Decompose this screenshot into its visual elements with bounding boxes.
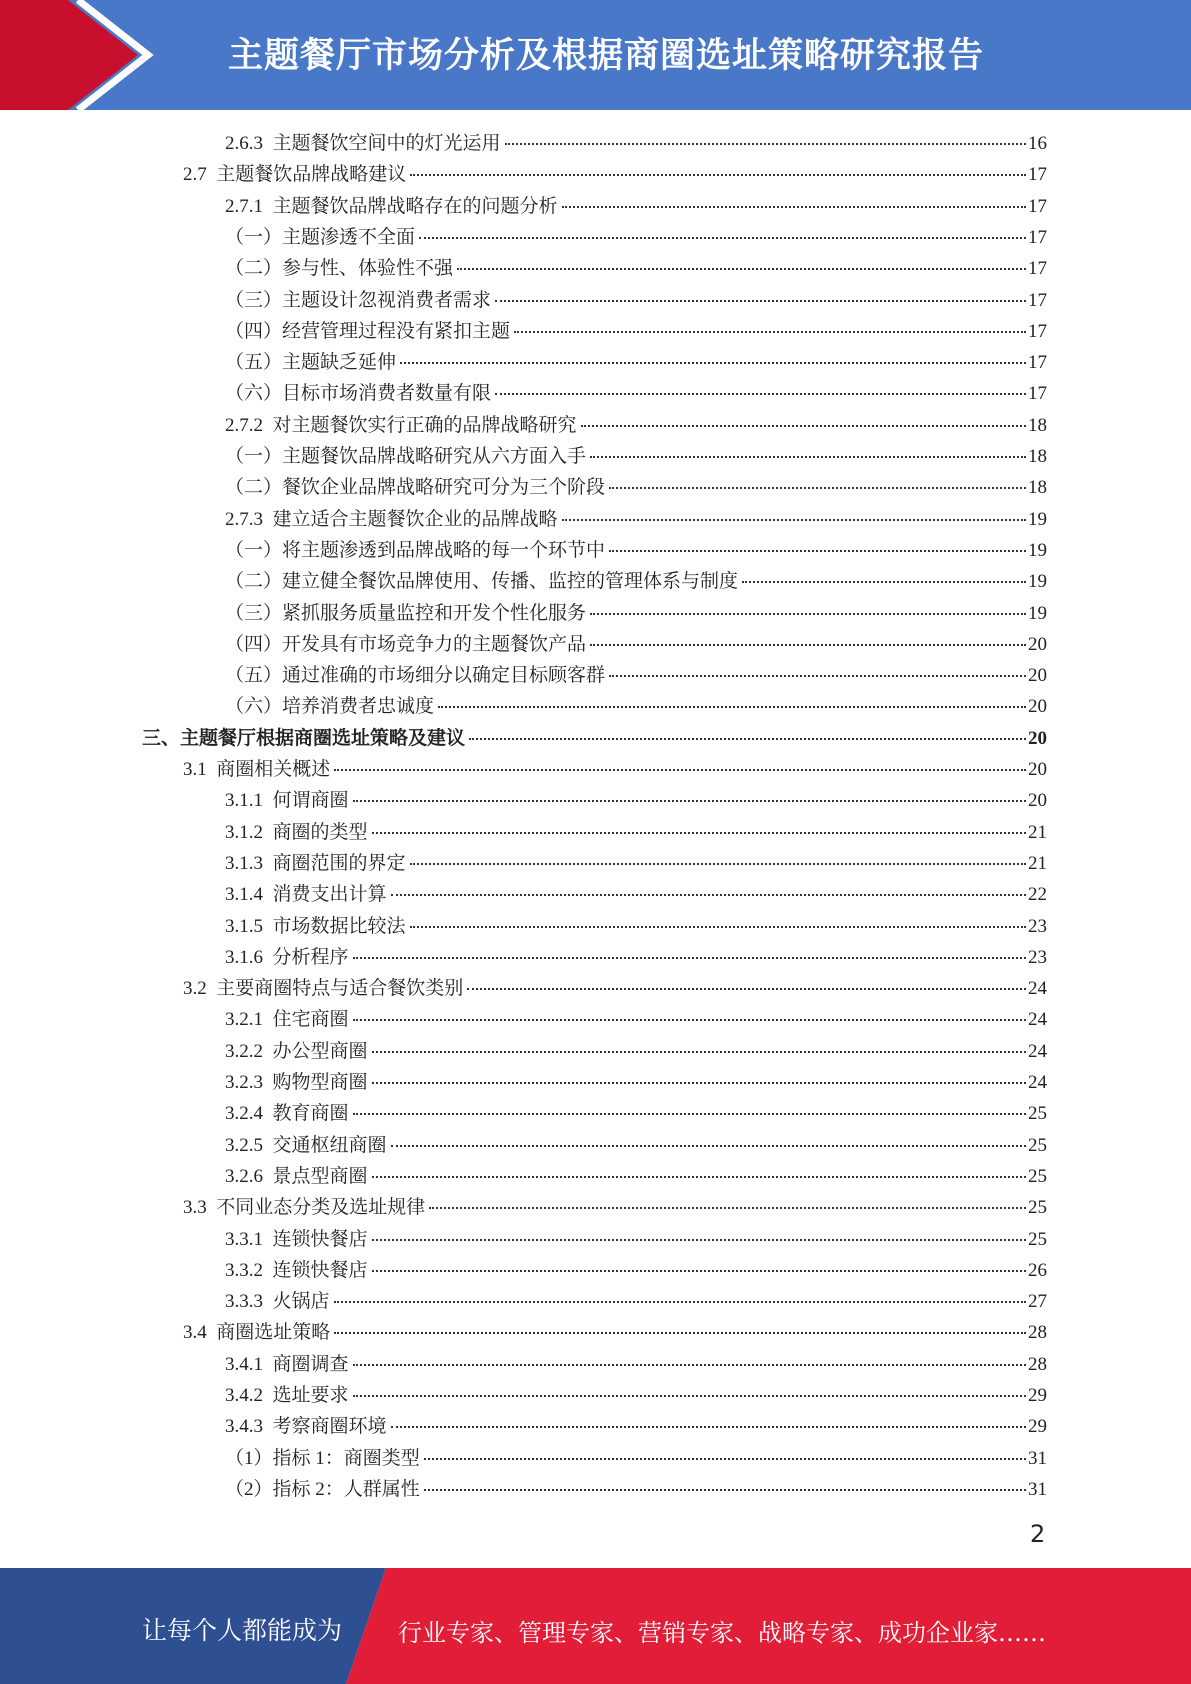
toc-entry[interactable] xyxy=(225,942,1047,972)
toc-entry-page: 21 xyxy=(1028,821,1047,843)
toc-entry-page: 23 xyxy=(1028,946,1047,968)
toc-entry[interactable] xyxy=(225,504,1047,534)
toc-dot-leader xyxy=(438,706,1026,708)
toc-dot-leader xyxy=(353,800,1026,802)
toc-spacer xyxy=(263,1103,273,1125)
toc-spacer xyxy=(263,1260,273,1282)
toc-entry-page: 18 xyxy=(1028,477,1047,499)
toc-entry[interactable] xyxy=(225,879,1047,909)
toc-entry-title: 指标 2：人群属性 xyxy=(272,1478,420,1500)
toc-entry-title: 将主题渗透到品牌战略的每一个环节中 xyxy=(282,539,606,561)
toc-entry-number: （三） xyxy=(225,289,283,311)
toc-entry[interactable] xyxy=(225,848,1047,878)
toc-dot-leader xyxy=(400,362,1026,364)
toc-dot-leader xyxy=(429,1207,1026,1209)
toc-dot-leader xyxy=(495,300,1026,302)
toc-entry[interactable] xyxy=(225,1474,1047,1504)
toc-entry[interactable] xyxy=(142,723,1047,753)
toc-entry-title: 办公型商圈 xyxy=(272,1040,368,1062)
toc-entry[interactable] xyxy=(225,128,1047,158)
toc-entry-number: 3.1 xyxy=(183,759,207,780)
toc-entry[interactable] xyxy=(225,1224,1047,1254)
toc-entry-title: 购物型商圈 xyxy=(272,1072,368,1093)
toc-entry-page: 20 xyxy=(1028,727,1047,749)
toc-entry-number: 3.2.3 xyxy=(225,1072,263,1093)
toc-entry[interactable] xyxy=(225,285,1047,315)
footer-slogan-left: 让每个人都能成为 xyxy=(142,1616,343,1645)
toc-entry-number: 3.3.3 xyxy=(225,1291,263,1313)
toc-entry-number: 3.2.1 xyxy=(225,1009,263,1031)
toc-dot-leader xyxy=(590,644,1026,646)
toc-entry-number: 3.4 xyxy=(183,1322,207,1344)
toc-dot-leader xyxy=(353,1113,1026,1115)
toc-entry-page: 17 xyxy=(1028,320,1047,342)
toc-dot-leader xyxy=(609,550,1026,552)
toc-spacer xyxy=(207,1197,217,1219)
toc-dot-leader xyxy=(353,957,1026,959)
toc-entry-number: （三） xyxy=(225,602,283,624)
toc-entry[interactable] xyxy=(225,1067,1047,1097)
toc-entry-title: 对主题餐饮实行正确的品牌战略研究 xyxy=(272,414,577,436)
toc-spacer xyxy=(263,509,273,531)
toc-entry-page: 27 xyxy=(1028,1291,1047,1313)
toc-entry[interactable] xyxy=(225,222,1047,252)
toc-entry[interactable] xyxy=(183,754,1047,784)
toc-entry-number: （一） xyxy=(225,539,283,561)
toc-dot-leader xyxy=(590,613,1026,615)
toc-entry-title: 消费支出计算 xyxy=(272,884,387,906)
toc-entry-page: 29 xyxy=(1028,1385,1047,1406)
toc-entry-page: 18 xyxy=(1028,414,1047,436)
toc-dot-leader xyxy=(372,1239,1026,1241)
toc-entry-number: （2） xyxy=(225,1478,273,1500)
toc-entry-page: 24 xyxy=(1028,1072,1047,1093)
toc-entry-number: （六） xyxy=(225,696,283,718)
toc-entry[interactable] xyxy=(225,191,1047,221)
toc-entry-number: （1） xyxy=(225,1447,273,1469)
toc-entry-title: 餐饮企业品牌战略研究可分为三个阶段 xyxy=(282,477,606,499)
toc-entry[interactable] xyxy=(225,410,1047,440)
toc-dot-leader xyxy=(334,1332,1026,1334)
toc-entry-page: 31 xyxy=(1028,1478,1047,1500)
toc-entry[interactable] xyxy=(225,1380,1047,1410)
toc-entry-page: 29 xyxy=(1028,1416,1047,1438)
toc-entry-page: 21 xyxy=(1028,852,1047,874)
toc-spacer xyxy=(207,1322,217,1344)
toc-spacer xyxy=(263,1009,273,1031)
toc-dot-leader xyxy=(353,1019,1026,1021)
toc-entry-title: 主题餐饮空间中的灯光运用 xyxy=(272,133,501,154)
toc-entry-number: 2.7.2 xyxy=(225,414,263,436)
toc-entry-title: 何谓商圈 xyxy=(272,790,349,812)
toc-entry-page: 18 xyxy=(1028,446,1047,467)
toc-dot-leader xyxy=(372,1082,1026,1084)
toc-entry[interactable] xyxy=(225,1098,1047,1128)
toc-entry-page: 20 xyxy=(1028,759,1047,780)
toc-entry-page: 17 xyxy=(1028,164,1047,186)
toc-entry-page: 24 xyxy=(1028,978,1047,1000)
toc-entry[interactable] xyxy=(225,817,1047,847)
toc-entry[interactable] xyxy=(225,378,1047,408)
footer-slogan-right: 行业专家、管理专家、营销专家、战略专家、成功企业家…… xyxy=(398,1619,1046,1647)
toc-entry-number: 3.3.1 xyxy=(225,1228,263,1250)
toc-entry-page: 17 xyxy=(1028,226,1047,248)
toc-entry-title: 主题设计忽视消费者需求 xyxy=(282,289,492,311)
toc-entry[interactable] xyxy=(225,1255,1047,1285)
toc-entry-number: 3.2 xyxy=(183,978,207,1000)
toc-dot-leader xyxy=(424,1458,1026,1460)
toc-entry-title: 建立适合主题餐饮企业的品牌战略 xyxy=(272,508,558,530)
toc-entry[interactable] xyxy=(225,441,1047,471)
toc-entry-title: 商圈范围的界定 xyxy=(272,852,406,874)
toc-entry-title: 目标市场消费者数量有限 xyxy=(282,383,492,405)
toc-spacer xyxy=(263,196,273,218)
toc-entry-number: 3.2.5 xyxy=(225,1134,263,1156)
toc-entry-number: 2.6.3 xyxy=(225,133,263,154)
toc-entry-number: （一） xyxy=(225,226,283,248)
toc-entry-number: 三、 xyxy=(142,727,181,749)
toc-entry[interactable] xyxy=(225,629,1047,659)
toc-dot-leader xyxy=(372,1270,1026,1272)
toc-entry-page: 28 xyxy=(1028,1322,1047,1344)
toc-entry-number: （四） xyxy=(225,633,283,655)
page-number: 2 xyxy=(1030,1520,1046,1548)
toc-entry-number: （一） xyxy=(225,446,283,467)
toc-entry-title: 商圈调查 xyxy=(272,1353,349,1375)
toc-entry-number: 2.7 xyxy=(183,164,207,186)
toc-dot-leader xyxy=(514,331,1026,333)
toc-spacer xyxy=(263,822,273,844)
toc-entry-title: 经营管理过程没有紧扣主题 xyxy=(282,320,511,342)
toc-entry-title: 选址要求 xyxy=(272,1385,349,1406)
toc-entry-page: 17 xyxy=(1028,195,1047,217)
toc-entry-title: 市场数据比较法 xyxy=(272,915,406,937)
toc-entry[interactable] xyxy=(225,347,1047,377)
toc-entry[interactable] xyxy=(225,1286,1047,1316)
toc-entry-number: （二） xyxy=(225,258,283,280)
toc-entry-title: 商圈的类型 xyxy=(272,821,368,843)
toc-entry-title: 火锅店 xyxy=(272,1291,330,1313)
toc-entry-number: 3.1.6 xyxy=(225,946,263,968)
toc-spacer xyxy=(263,1385,273,1407)
toc-entry[interactable] xyxy=(225,1036,1047,1066)
toc-entry-page: 19 xyxy=(1028,602,1047,624)
toc-entry-number: 3.1.2 xyxy=(225,821,263,843)
toc-entry-number: 3.1.4 xyxy=(225,884,263,906)
toc-spacer xyxy=(207,164,217,186)
toc-spacer xyxy=(263,1041,273,1063)
toc-entry-title: 主题餐饮品牌战略研究从六方面入手 xyxy=(282,446,587,467)
toc-entry-title: 主要商圈特点与适合餐饮类别 xyxy=(216,978,464,1000)
toc-entry-title: 连锁快餐店 xyxy=(272,1259,368,1281)
toc-entry-title: 商圈选址策略 xyxy=(216,1322,331,1344)
toc-spacer xyxy=(263,790,273,812)
toc-entry-number: 2.7.3 xyxy=(225,508,263,530)
toc-spacer xyxy=(263,1291,273,1313)
document-title: 主题餐厅市场分析及根据商圈选址策略研究报告 xyxy=(228,36,985,76)
toc-spacer xyxy=(263,1135,273,1157)
page-header xyxy=(0,0,1191,110)
toc-entry-title: 通过准确的市场细分以确定目标顾客群 xyxy=(282,665,606,687)
toc-entry-page: 25 xyxy=(1028,1228,1047,1250)
toc-dot-leader xyxy=(581,425,1026,427)
toc-entry-title: 主题渗透不全面 xyxy=(282,226,416,248)
toc-entry[interactable] xyxy=(225,1349,1047,1379)
toc-entry[interactable] xyxy=(225,1004,1047,1034)
toc-entry[interactable] xyxy=(225,660,1047,690)
toc-entry[interactable] xyxy=(183,973,1047,1003)
toc-entry-title: 开发具有市场竞争力的主题餐饮产品 xyxy=(282,633,587,655)
toc-entry-page: 17 xyxy=(1028,258,1047,280)
toc-entry-page: 26 xyxy=(1028,1259,1047,1281)
toc-entry[interactable] xyxy=(225,316,1047,346)
toc-entry-number: 3.1.5 xyxy=(225,915,263,937)
toc-entry-title: 分析程序 xyxy=(272,946,349,968)
toc-spacer xyxy=(263,1166,273,1188)
toc-dot-leader xyxy=(372,1051,1026,1053)
toc-spacer xyxy=(263,1354,273,1376)
toc-entry-page: 19 xyxy=(1028,508,1047,530)
toc-dot-leader xyxy=(419,237,1026,239)
toc-dot-leader xyxy=(391,1145,1026,1147)
toc-entry-title: 建立健全餐饮品牌使用、传播、监控的管理体系与制度 xyxy=(282,571,739,593)
toc-entry-title: 指标 1：商圈类型 xyxy=(272,1447,420,1469)
toc-entry-number: （六） xyxy=(225,383,283,405)
toc-spacer xyxy=(263,916,273,938)
toc-dot-leader xyxy=(391,894,1026,896)
toc-spacer xyxy=(263,884,273,906)
toc-entry-number: 3.3 xyxy=(183,1197,207,1219)
toc-entry[interactable] xyxy=(225,1161,1047,1191)
toc-entry-page: 25 xyxy=(1028,1165,1047,1187)
toc-dot-leader xyxy=(505,143,1026,145)
toc-dot-leader xyxy=(410,863,1026,865)
toc-spacer xyxy=(207,978,217,1000)
toc-dot-leader xyxy=(457,268,1026,270)
toc-entry-number: 3.1.1 xyxy=(225,790,263,812)
toc-dot-leader xyxy=(410,174,1026,176)
toc-entry[interactable] xyxy=(225,598,1047,628)
toc-entry-title: 主题餐饮品牌战略存在的问题分析 xyxy=(272,195,558,217)
toc-dot-leader xyxy=(334,769,1026,771)
toc-entry-number: （五） xyxy=(225,665,283,687)
toc-dot-leader xyxy=(372,832,1026,834)
toc-entry-title: 住宅商圈 xyxy=(272,1009,349,1031)
toc-spacer xyxy=(207,759,217,781)
toc-entry-number: 3.4.2 xyxy=(225,1385,263,1406)
page-footer xyxy=(0,1568,1191,1684)
toc-entry-page: 19 xyxy=(1028,571,1047,593)
toc-dot-leader xyxy=(467,988,1026,990)
toc-entry-page: 17 xyxy=(1028,352,1047,374)
toc-entry-page: 20 xyxy=(1028,790,1047,812)
toc-entry[interactable] xyxy=(225,1130,1047,1160)
toc-entry-number: 3.4.3 xyxy=(225,1416,263,1438)
toc-spacer xyxy=(263,853,273,875)
toc-dot-leader xyxy=(353,1395,1026,1397)
toc-dot-leader xyxy=(410,926,1026,928)
toc-dot-leader xyxy=(609,675,1026,677)
toc-dot-leader xyxy=(353,1364,1026,1366)
toc-entry[interactable] xyxy=(225,785,1047,815)
toc-entry-title: 连锁快餐店 xyxy=(272,1228,368,1250)
toc-spacer xyxy=(263,133,273,155)
toc-entry-number: 3.3.2 xyxy=(225,1259,263,1281)
toc-entry-number: 2.7.1 xyxy=(225,195,263,217)
toc-dot-leader xyxy=(495,393,1026,395)
toc-entry-page: 20 xyxy=(1028,633,1047,655)
toc-entry-number: 3.2.2 xyxy=(225,1040,263,1062)
toc-entry-number: 3.4.1 xyxy=(225,1353,263,1375)
toc-entry-title: 主题餐厅根据商圈选址策略及建议 xyxy=(180,727,466,749)
toc-entry-page: 16 xyxy=(1028,133,1047,154)
toc-entry[interactable] xyxy=(225,691,1047,721)
toc-entry-title: 主题缺乏延伸 xyxy=(282,352,397,374)
toc-entry-page: 23 xyxy=(1028,915,1047,937)
toc-dot-leader xyxy=(391,1426,1026,1428)
toc-entry[interactable] xyxy=(183,1192,1047,1222)
toc-entry[interactable] xyxy=(225,911,1047,941)
toc-entry-title: 交通枢纽商圈 xyxy=(272,1134,387,1156)
toc-entry[interactable] xyxy=(225,1443,1047,1473)
toc-entry-page: 25 xyxy=(1028,1197,1047,1219)
toc-entry-page: 25 xyxy=(1028,1103,1047,1125)
toc-entry[interactable] xyxy=(225,535,1047,565)
toc-entry-page: 28 xyxy=(1028,1353,1047,1375)
toc-dot-leader xyxy=(372,1176,1026,1178)
toc-dot-leader xyxy=(590,456,1026,458)
toc-dot-leader xyxy=(469,738,1026,740)
toc-dot-leader xyxy=(334,1301,1026,1303)
toc-spacer xyxy=(263,1416,273,1438)
toc-entry[interactable] xyxy=(225,1411,1047,1441)
toc-entry[interactable] xyxy=(225,566,1047,596)
toc-entry-page: 31 xyxy=(1028,1447,1047,1469)
toc-entry-page: 24 xyxy=(1028,1009,1047,1031)
toc-entry-number: （四） xyxy=(225,320,283,342)
toc-entry-title: 景点型商圈 xyxy=(272,1165,368,1187)
toc-entry-number: （五） xyxy=(225,352,283,374)
toc-entry-page: 24 xyxy=(1028,1040,1047,1062)
toc-entry[interactable] xyxy=(225,472,1047,502)
toc-entry-title: 不同业态分类及选址规律 xyxy=(216,1197,426,1219)
toc-entry[interactable] xyxy=(183,159,1047,189)
toc-entry-page: 20 xyxy=(1028,696,1047,718)
toc-entry-title: 考察商圈环境 xyxy=(272,1416,387,1438)
toc-entry-page: 17 xyxy=(1028,289,1047,311)
toc-dot-leader xyxy=(609,487,1026,489)
toc-spacer xyxy=(263,415,273,437)
toc-dot-leader xyxy=(562,519,1026,521)
toc-entry-title: 紧抓服务质量监控和开发个性化服务 xyxy=(282,602,587,624)
toc-entry-title: 参与性、体验性不强 xyxy=(282,258,454,280)
toc-entry-number: 3.2.6 xyxy=(225,1165,263,1187)
toc-entry-title: 培养消费者忠诚度 xyxy=(282,696,435,718)
toc-entry-number: 3.1.3 xyxy=(225,852,263,874)
toc-entry-page: 17 xyxy=(1028,383,1047,405)
toc-spacer xyxy=(263,1229,273,1251)
toc-entry-title: 主题餐饮品牌战略建议 xyxy=(216,164,407,186)
toc-dot-leader xyxy=(562,206,1026,208)
toc-entry-number: （二） xyxy=(225,477,283,499)
toc-spacer xyxy=(263,947,273,969)
toc-spacer xyxy=(263,1072,273,1094)
toc-entry-page: 20 xyxy=(1028,665,1047,687)
toc-entry-title: 商圈相关概述 xyxy=(216,759,331,780)
toc-entry[interactable] xyxy=(183,1317,1047,1347)
toc-entry-number: （二） xyxy=(225,571,283,593)
toc-entry-title: 教育商圈 xyxy=(272,1103,349,1125)
toc-entry-page: 25 xyxy=(1028,1134,1047,1156)
toc-dot-leader xyxy=(424,1489,1026,1491)
toc-dot-leader xyxy=(742,581,1026,583)
toc-entry-page: 19 xyxy=(1028,539,1047,561)
toc-entry[interactable] xyxy=(225,253,1047,283)
toc-entry-number: 3.2.4 xyxy=(225,1103,263,1125)
toc-entry-page: 22 xyxy=(1028,884,1047,906)
